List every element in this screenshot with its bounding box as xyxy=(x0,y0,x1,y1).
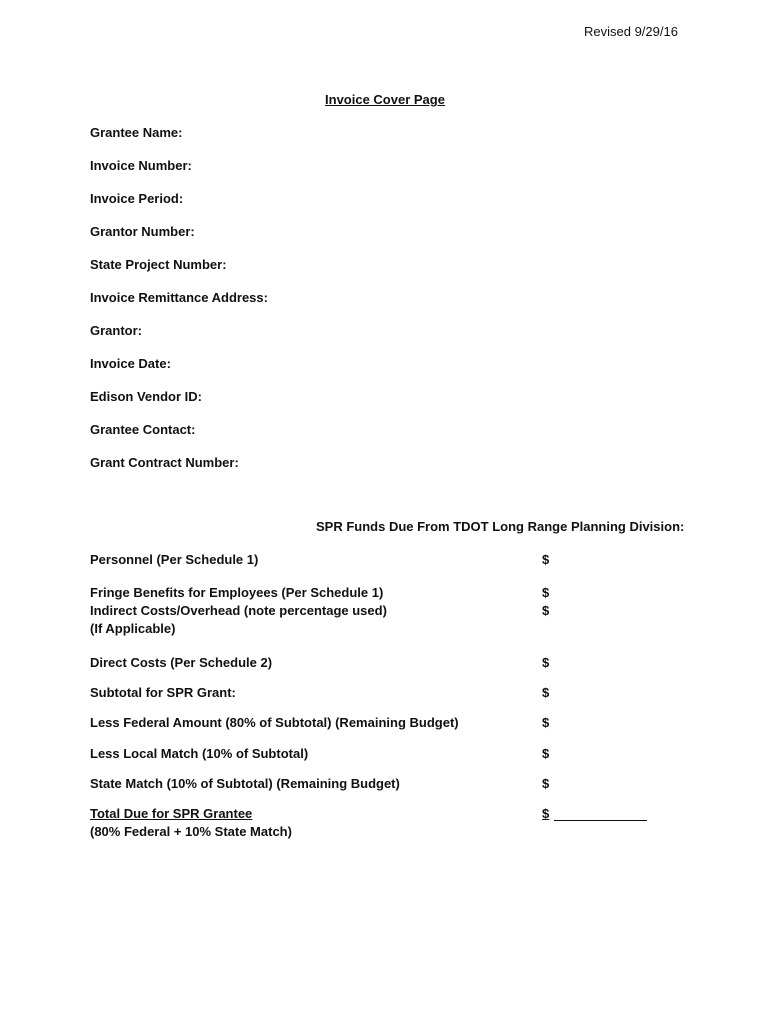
state-project-number-label: State Project Number: xyxy=(90,257,227,272)
state-match-line-label: State Match (10% of Subtotal) (Remaining Budget) xyxy=(90,776,400,791)
grantor-label: Grantor: xyxy=(90,323,142,338)
state-match-dollar: $ xyxy=(542,776,550,791)
funds-section-heading: SPR Funds Due From TDOT Long Range Planning Division: xyxy=(316,519,685,534)
invoice-number-label: Invoice Number: xyxy=(90,158,192,173)
local-match-dollar: $ xyxy=(542,746,550,761)
indirect-note: (If Applicable) xyxy=(90,621,176,636)
federal-amount-line-label: Less Federal Amount (80% of Subtotal) (Remaining Budget) xyxy=(90,715,459,730)
grantee-name-label: Grantee Name: xyxy=(90,125,183,140)
total-due-blank-line xyxy=(554,806,647,821)
grantor-number-label: Grantor Number: xyxy=(90,224,195,239)
revision-date: Revised 9/29/16 xyxy=(584,24,678,39)
personnel-line-label: Personnel (Per Schedule 1) xyxy=(90,552,259,567)
total-due-note: (80% Federal + 10% State Match) xyxy=(90,824,292,839)
invoice-remittance-address-label: Invoice Remittance Address: xyxy=(90,290,268,305)
invoice-period-label: Invoice Period: xyxy=(90,191,184,206)
invoice-date-label: Invoice Date: xyxy=(90,356,171,371)
edison-vendor-id-label: Edison Vendor ID: xyxy=(90,389,202,404)
federal-amount-dollar: $ xyxy=(542,715,550,730)
fringe-dollar: $ xyxy=(542,585,550,600)
indirect-dollar: $ xyxy=(542,603,550,618)
total-due-line-label: Total Due for SPR Grantee xyxy=(90,806,253,821)
indirect-line-label: Indirect Costs/Overhead (note percentage used) xyxy=(90,603,387,618)
grant-contract-number-label: Grant Contract Number: xyxy=(90,455,239,470)
fringe-line-label: Fringe Benefits for Employees (Per Schedule 1) xyxy=(90,585,384,600)
grantee-contact-label: Grantee Contact: xyxy=(90,422,196,437)
direct-costs-dollar: $ xyxy=(542,655,550,670)
local-match-line-label: Less Local Match (10% of Subtotal) xyxy=(90,746,309,761)
subtotal-line-label: Subtotal for SPR Grant: xyxy=(90,685,236,700)
page-title: Invoice Cover Page xyxy=(325,92,445,107)
personnel-dollar: $ xyxy=(542,552,550,567)
total-due-dollar: $ xyxy=(542,806,550,821)
direct-costs-line-label: Direct Costs (Per Schedule 2) xyxy=(90,655,273,670)
subtotal-dollar: $ xyxy=(542,685,550,700)
